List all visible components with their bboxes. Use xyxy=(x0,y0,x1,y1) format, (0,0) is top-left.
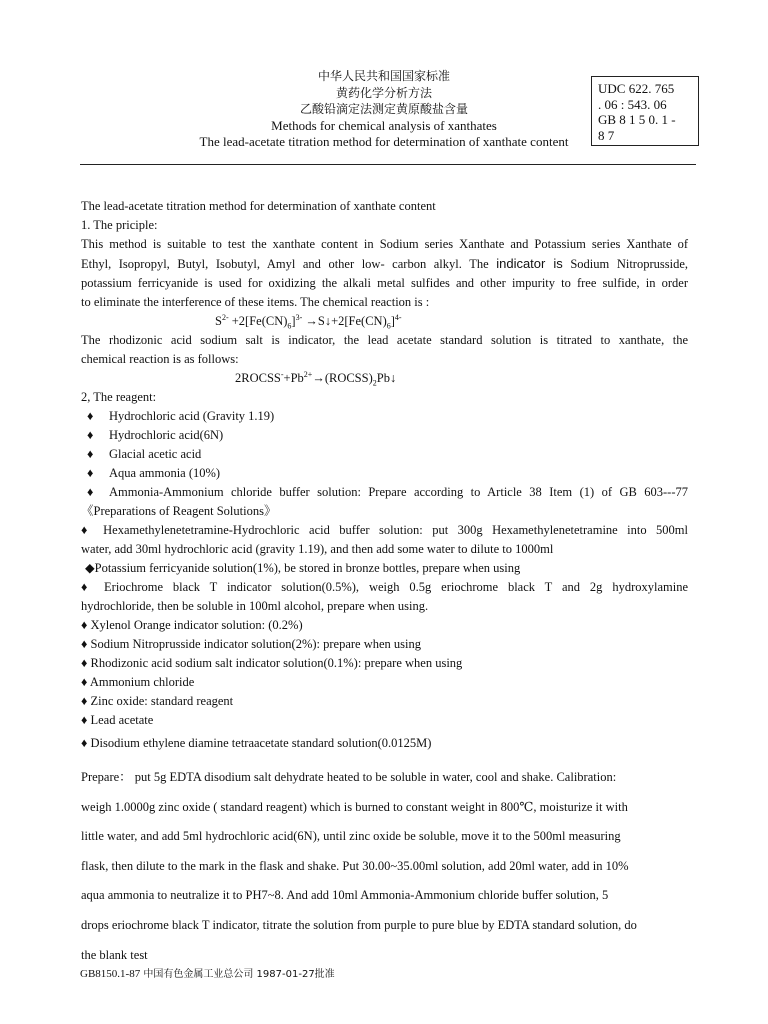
equation-1 xyxy=(81,312,688,331)
udc-box xyxy=(591,76,699,146)
udc-line: . 06 : 543. 06 xyxy=(598,96,667,112)
reagent-item: ♦ Disodium ethylene diamine tetraacetate standard solution(0.0125M) xyxy=(81,736,432,750)
reagent-item: ♦ Rhodizonic acid sodium salt indicator solution(0.1%): prepare when using xyxy=(81,656,463,670)
header-en-title: The lead-acetate titration method for determination of xanthate content xyxy=(199,134,569,149)
bullet-diamond-icon: ♦ xyxy=(87,428,94,442)
prepare-paragraph xyxy=(81,763,688,970)
equation-2 xyxy=(81,369,688,388)
reagent-text: Ammonia-Ammonium chloride buffer solution: Prepare according to Article 38 Item (1) of GB 603---77 xyxy=(109,485,688,499)
reagent-item: ♦ Hexamethylenetetramine-Hydrochloric acid buffer solution: put 300g Hexamethylenetetramine into 500ml xyxy=(81,523,688,537)
rhodizonic-line: The rhodizonic acid sodium salt is indicator, the lead acetate standard solution is titrated to xanthate, the xyxy=(81,333,688,347)
eq-term: ] xyxy=(291,314,296,328)
document-body xyxy=(81,197,688,753)
reagent-continuation: hydrochloride, then be soluble in 100ml alcohol, prepare when using. xyxy=(81,599,429,613)
footer-code: GB8150.1-87 xyxy=(80,968,141,980)
reagent-item: ♦ Sodium Nitroprusside indicator solution(2%): prepare when using xyxy=(81,637,422,651)
bullet-diamond-icon: ♦ xyxy=(87,409,94,423)
eq-sub: 6 xyxy=(287,321,292,331)
principle-text: Ethyl, Isopropyl, Butyl, Isobutyl, Amyl and other low- carbon alkyl. The xyxy=(81,257,497,271)
prepare-line: little water, and add 5ml hydrochloric acid(6N), until zinc oxide be soluble, move it to the 500ml measuring xyxy=(81,829,621,844)
eq-term: ] xyxy=(390,314,395,328)
reagent-item: ♦ Eriochrome black T indicator solution(0.5%), weigh 0.5g eriochrome black T and 2g hydroxylamine xyxy=(81,580,688,594)
bullet-diamond-icon: ♦ xyxy=(87,466,94,480)
reagent-item: ♦ Zinc oxide: standard reagent xyxy=(81,694,234,708)
footer-approval: 中国有色金属工业总公司 1987-01-27批准 xyxy=(140,969,335,980)
reagent-item: ♦ Ammonium chloride xyxy=(81,675,195,689)
page-footer xyxy=(80,965,335,980)
reagent-item: ◆Potassium ferricyanide solution(1%), be stored in bronze bottles, prepare when using xyxy=(85,561,521,575)
principle-line xyxy=(81,254,688,274)
bullet-diamond-icon: ♦ xyxy=(87,447,94,461)
reagent-item xyxy=(81,483,688,502)
header-cn-methods: 黄药化学分析方法 xyxy=(335,85,432,100)
eq-sup: 4- xyxy=(394,312,402,322)
reagent-text: Aqua ammonia (10%) xyxy=(109,466,221,480)
rhodizonic-line: chemical reaction is as follows: xyxy=(81,352,239,366)
eq-sub: 6 xyxy=(386,321,391,331)
principle-text-sans: indicator is xyxy=(496,256,563,271)
document-header xyxy=(150,68,618,151)
udc-line: 8 7 xyxy=(598,127,615,143)
reagent-item xyxy=(81,426,688,445)
principle-text: Sodium Nitroprusside, xyxy=(562,257,688,271)
header-divider xyxy=(80,164,696,165)
reagent-text: Hydrochloric acid (Gravity 1.19) xyxy=(109,409,275,423)
principle-line: to eliminate the interference of these items. The chemical reaction is : xyxy=(81,295,430,309)
principle-line: potassium ferricyanide is used for oxidizing the alkali metal sulfides and other impurity to free sulfide, in order xyxy=(81,276,688,290)
section-2-heading: 2, The reagent: xyxy=(81,390,157,404)
section-1-heading: 1. The priciple: xyxy=(81,218,158,232)
eq-term: S xyxy=(215,314,222,328)
reagent-text: Glacial acetic acid xyxy=(109,447,202,461)
eq-sup: 2- xyxy=(221,312,229,322)
prepare-line: aqua ammonia to neutralize it to PH7~8. And add 10ml Ammonia-Ammonium chloride buffer solution, 5 xyxy=(81,888,609,903)
prepare-line: weigh 1.0000g zinc oxide ( standard reagent) which is burned to constant weight in 800℃, moisturize it with xyxy=(81,799,628,814)
eq-sub: 2 xyxy=(372,378,377,388)
eq-sup: - xyxy=(280,369,284,379)
eq-sup: 3- xyxy=(295,312,303,322)
eq-term: +Pb xyxy=(283,371,304,385)
header-cn-title: 乙酸铅滴定法测定黄原酸盐含量 xyxy=(299,102,468,116)
section-title: The lead-acetate titration method for determination of xanthate content xyxy=(81,199,436,213)
reagent-continuation: 《Preparations of Reagent Solutions》 xyxy=(81,504,277,518)
prepare-line: flask, then dilute to the mark in the flask and shake. Put 30.00~35.00ml solution, add 20ml water, add in 10% xyxy=(81,858,629,873)
prepare-line: Prepare： put 5g EDTA disodium salt dehydrate heated to be soluble in water, cool and shake. Calibration: xyxy=(81,770,617,784)
reagent-item xyxy=(81,407,688,426)
eq-term: →(ROCSS) xyxy=(312,371,373,385)
header-cn-national-standard: 中华人民共和国国家标准 xyxy=(317,69,450,83)
eq-term: +2[Fe(CN) xyxy=(228,314,288,328)
reagent-text: Hydrochloric acid(6N) xyxy=(109,428,224,442)
udc-line: GB 8 1 5 0. 1 - xyxy=(598,112,676,127)
eq-term: →S↓+2[Fe(CN) xyxy=(302,314,387,328)
reagent-item xyxy=(81,445,688,464)
bullet-diamond-icon: ♦ xyxy=(87,485,94,499)
udc-line: UDC 622. 765 xyxy=(598,81,675,96)
reagent-item xyxy=(81,464,688,483)
header-en-methods: Methods for chemical analysis of xanthates xyxy=(271,117,497,133)
prepare-line: the blank test xyxy=(81,947,148,962)
eq-sup: 2+ xyxy=(303,369,313,379)
prepare-line: drops eriochrome black T indicator, titrate the solution from purple to pure blue by EDTA standard solution, do xyxy=(81,917,637,932)
reagent-item: ♦ Xylenol Orange indicator solution: (0.2%) xyxy=(81,618,303,632)
principle-line: This method is suitable to test the xanthate content in Sodium series Xanthate and Potassium series Xanthate of xyxy=(81,237,688,251)
reagent-item: ♦ Lead acetate xyxy=(81,713,154,727)
eq-term: Pb↓ xyxy=(376,371,397,385)
reagent-continuation: water, add 30ml hydrochloric acid (gravity 1.19), and then add some water to dilute to 1000ml xyxy=(81,542,554,556)
eq-term: 2ROCSS xyxy=(235,371,281,385)
